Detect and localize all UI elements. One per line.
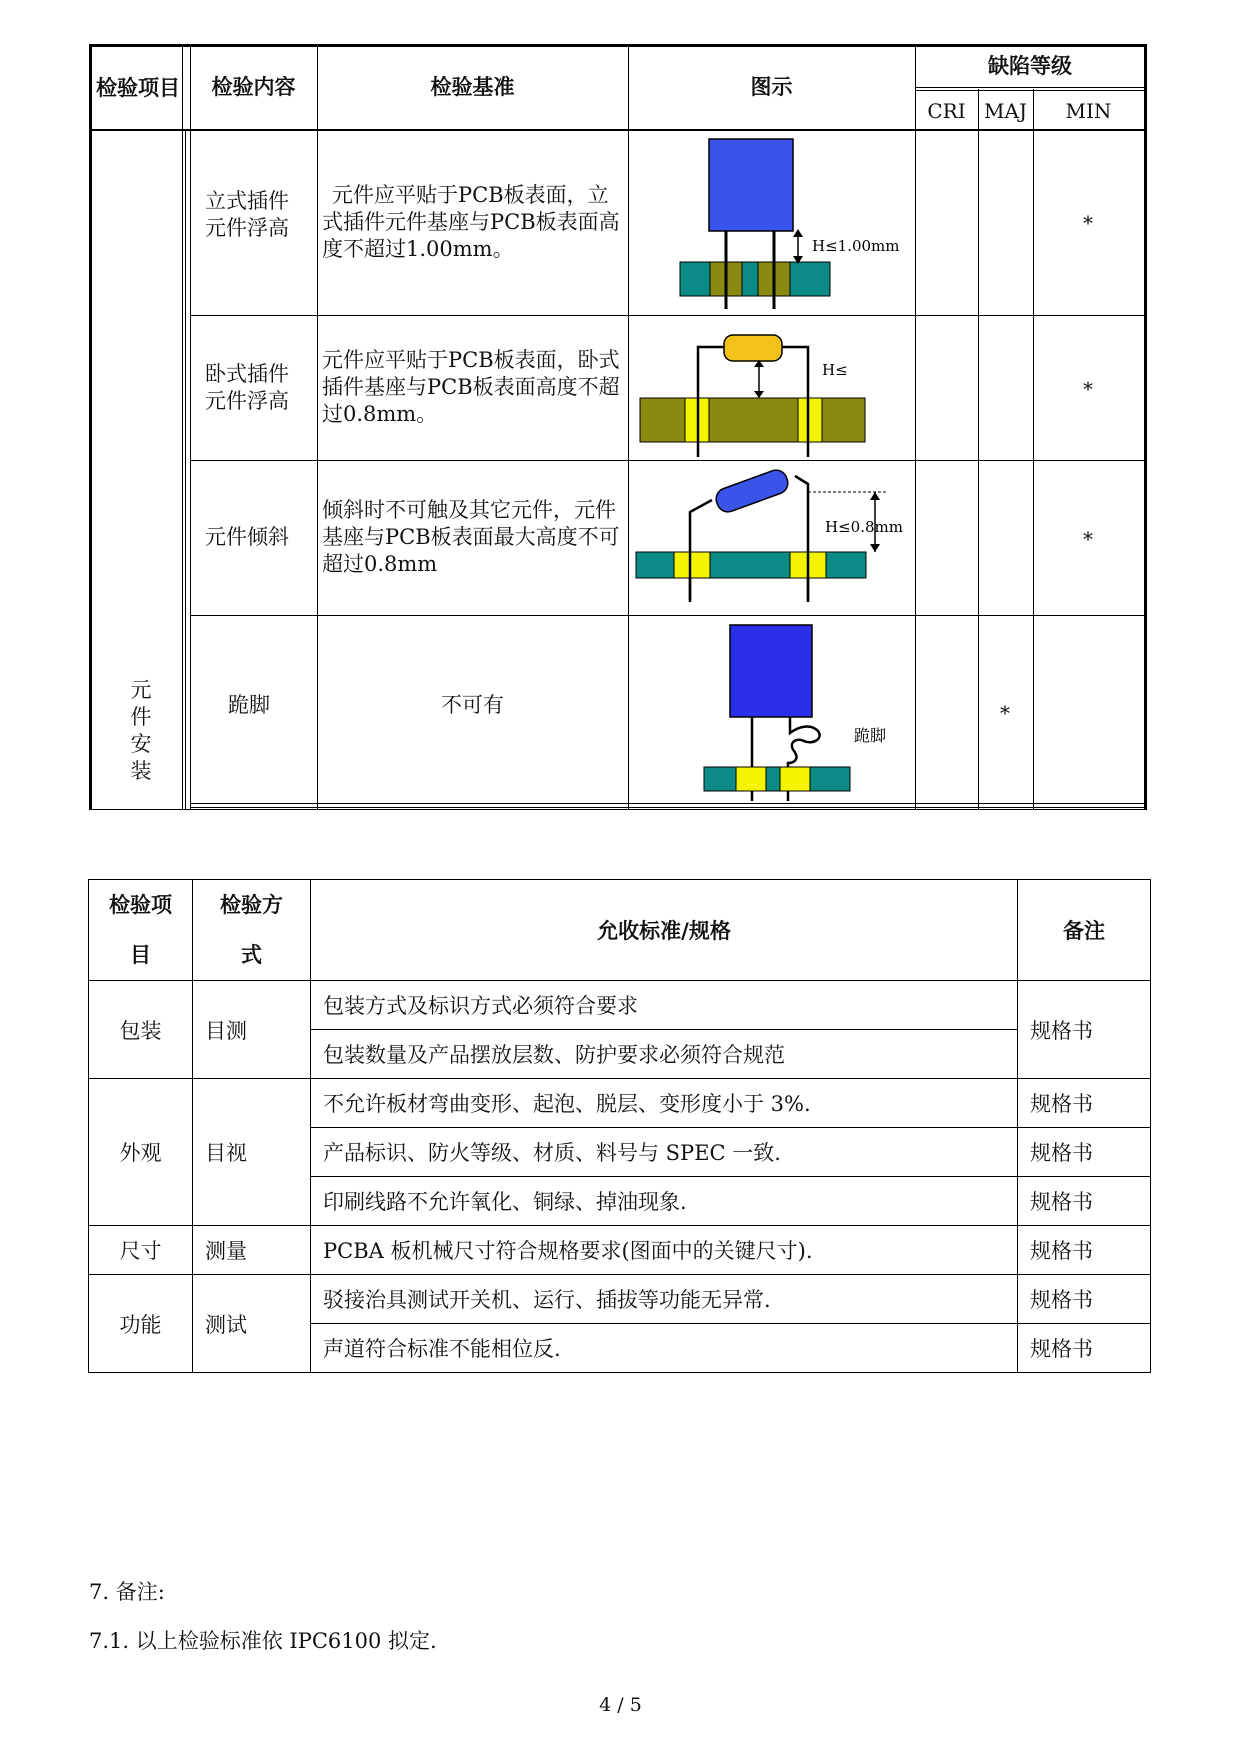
row1-min-mark: *	[1083, 211, 1093, 235]
header-standard: 检验基准	[430, 75, 515, 100]
t2-header-item-l1: 检验项	[109, 893, 172, 917]
t2-item-packaging: 包装	[89, 981, 193, 1079]
t2-standard-cell: 产品标识、防火等级、材质、料号与 SPEC 一致.	[311, 1128, 1018, 1177]
figure-bent-leg	[630, 617, 915, 803]
header-item: 检验项目	[96, 76, 180, 101]
t2-remark-cell: 规格书	[1018, 1128, 1151, 1177]
fig4-label: 跪脚	[854, 726, 887, 745]
row4-standard: 不可有	[441, 692, 504, 717]
fig3-label: H≤0.8mm	[825, 518, 903, 536]
group-label: 元件安装	[130, 678, 152, 783]
acceptance-standard-table	[88, 879, 1151, 1373]
t2-header-item-l2: 目	[130, 943, 151, 967]
row3-standard: 倾斜时不可触及其它元件，元件基座与PCB板表面最大高度不可超过0.8mm	[322, 498, 620, 576]
row4-content: 跪脚	[228, 692, 270, 717]
row2-standard: 元件应平贴于PCB板表面，卧式插件基座与PCB板表面高度不超过0.8mm。	[322, 348, 620, 426]
t2-standard-cell: 不允许板材弯曲变形、起泡、脱层、变形度小于 3%.	[311, 1079, 1018, 1128]
header-content: 检验内容	[211, 75, 296, 100]
t2-standard-cell: 驳接治具测试开关机、运行、插拔等功能无异常.	[311, 1275, 1018, 1324]
t2-remark-cell: 规格书	[1018, 1226, 1151, 1275]
t2-item-appearance: 外观	[89, 1079, 193, 1226]
header-defect-level: 缺陷等级	[988, 54, 1072, 79]
row2-min-mark: *	[1083, 377, 1093, 401]
t2-method-appearance: 目视	[193, 1079, 311, 1226]
t2-item-function: 功能	[89, 1275, 193, 1373]
t2-header-method	[193, 880, 311, 981]
t2-remark-cell: 规格书	[1018, 1324, 1151, 1373]
t2-standard-cell: PCBA 板机械尺寸符合规格要求(图面中的关键尺寸).	[311, 1226, 1018, 1275]
figure-tilted-component	[630, 462, 915, 615]
row3-content: 元件倾斜	[205, 525, 289, 550]
header-maj: MAJ	[984, 99, 1027, 123]
row4-maj-mark: *	[1000, 701, 1010, 725]
t2-remark-cell: 规格书	[1018, 1275, 1151, 1324]
page-number: 4 / 5	[599, 1694, 642, 1716]
notes-item-1: 7.1. 以上检验标准依 IPC6100 拟定.	[89, 1629, 437, 1653]
figure-vertical-component	[630, 131, 915, 315]
defect-criteria-table	[89, 44, 1147, 810]
figure-horizontal-component	[630, 317, 915, 460]
header-min: MIN	[1065, 99, 1112, 123]
t2-item-dimension: 尺寸	[89, 1226, 193, 1275]
fig2-label: H≤	[822, 361, 848, 379]
fig1-label: H≤1.00mm	[812, 237, 900, 255]
t2-method-function: 测试	[193, 1275, 311, 1373]
t2-remark-cell: 规格书	[1018, 981, 1151, 1079]
t2-remark-cell: 规格书	[1018, 1079, 1151, 1128]
t2-method-packaging: 目测	[193, 981, 311, 1079]
t2-standard-cell: 包装数量及产品摆放层数、防护要求必须符合规范	[311, 1030, 1018, 1079]
t2-standard-cell: 声道符合标准不能相位反.	[311, 1324, 1018, 1373]
notes-title: 7. 备注:	[89, 1580, 165, 1604]
row3-min-mark: *	[1083, 527, 1093, 551]
header-cri: CRI	[927, 99, 966, 123]
t2-standard-cell: 印刷线路不允许氧化、铜绿、掉油现象.	[311, 1177, 1018, 1226]
t2-remark-cell: 规格书	[1018, 1177, 1151, 1226]
t2-header-method-l1: 检验方	[220, 893, 283, 917]
t2-standard-cell: 包装方式及标识方式必须符合要求	[311, 981, 1018, 1030]
row2-content: 卧式插件元件浮高	[205, 362, 289, 413]
header-figure: 图示	[750, 75, 793, 100]
t2-header-method-l2: 式	[241, 943, 262, 967]
t2-header-item	[89, 880, 193, 981]
t2-header-remark: 备注	[1018, 880, 1151, 981]
row1-content: 立式插件元件浮高	[205, 189, 289, 240]
t2-header-standard: 允收标准/规格	[311, 880, 1018, 981]
t2-method-dimension: 测量	[193, 1226, 311, 1275]
row1-standard: 元件应平贴于PCB板表面，立式插件元件基座与PCB板表面高度不超过1.00mm。	[322, 183, 620, 261]
